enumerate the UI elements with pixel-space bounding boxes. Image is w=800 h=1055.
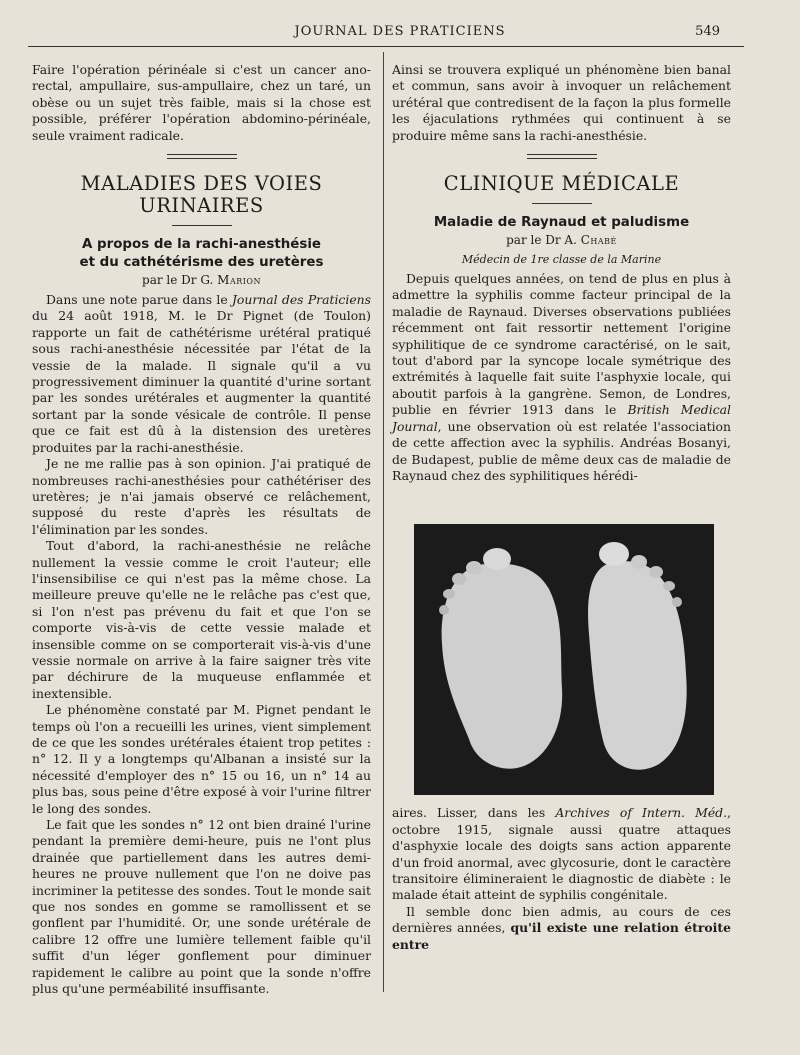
column-divider [383,52,384,992]
body-paragraph [32,292,371,456]
text-run: , octobre 1915, signale aussi quatre attaques d'asphyxie locale des doigts sans action apparente d'un froid anormal, avec glycosurie, dont le caractère transitoire élimineraient le diagnostic de diabète : le malade était atteint de syphilis congénitale. [392,805,731,903]
section-heading-clinical: CLINIQUE MÉDICALE [443,172,680,196]
author-name: Marion [217,273,261,288]
heading-rule [172,225,232,226]
article-title-line-1: A propos de la rachi-anesthésie [82,237,321,253]
journal-title: Journal des Praticiens [231,292,371,308]
text-run-bold: qu'il existe une relation étroite entre [392,920,731,952]
article-title-line-2: et du cathétérisme des uretères [79,255,324,271]
section-separator [527,154,597,159]
running-title: JOURNAL DES PRATICIENS [294,24,506,39]
article-title [32,236,371,272]
section-separator [167,154,237,159]
continuation-paragraph: Faire l'opération périnéale si c'est un cancer ano-rectal, ampullaire, sus-ampullaire, chez un taré, un obèse ou un sujet très faible, mais si la chose est possible, préférer l'opération abdomino-périnéale, seule vraiment radicale. [32,62,371,143]
right-column [392,62,731,953]
heading-rule [532,203,592,204]
body-paragraph [392,904,731,953]
journal-title: Archives of Intern. Méd. [555,805,728,821]
byline [32,272,371,289]
continuation-paragraph: Ainsi se trouvera expliqué un phénomène bien banal et commun, sans avoir à invoquer un relâchement urétéral que contredisent de la façon la plus formelle les éjaculations rythmées qui continuent à se produire même sans la rachi-anesthésie. [392,62,731,143]
text-run: aires. Lisser, dans les [392,805,556,821]
text-run: Depuis quelques années, on tend de plus en plus à admettre la syphilis comme facteur principal de la maladie de Raynaud. Diverses observations publiées récemment ont fait ressortir nettement l'origine syphilitique de ce syndrome caractérisé, on le sait, tout d'abord par la syncope locale symétrique des extrémités à laquelle fait suite l'asphyxie locale, qui aboutit parfois à la gangrène. Semon, de Londres, publie en février 1913 dans le [392,271,731,418]
left-column [32,62,371,998]
author-name: Chabé [580,233,617,248]
body-paragraph [392,271,731,484]
body-paragraph: Le phénomène constaté par M. Pignet pendant le temps où l'on a recueilli les urines, vient simplement de ce que les sondes urétérales étaient trop petites : n° 12. Il y a longtemps qu'Albanan a insisté sur la nécessité d'employer des n° 15 ou 16, un n° 14 au plus bas, sous peine d'être exposé à voir l'urine filtrer le long des sondes. [32,702,371,816]
text-run: , une observation où est relatée l'association de cette affection avec la syphilis. Andréas Bosanyi, de Budapest, publie de même deux cas de maladie de Raynaud chez des syphilitiques hérédi- [392,418,731,483]
byline-prefix: par le Dr A. [506,233,577,248]
author-affiliation: Médecin de 1re classe de la Marine [461,253,662,267]
text-run: Il semble donc bien admis, au cours de ces dernières années, [392,903,731,936]
header-rule [28,46,744,47]
byline-prefix: par le Dr G. [142,273,214,288]
page-number: 549 [695,24,720,39]
section-heading-urinary: MALADIES DES VOIES URINAIRES [80,172,323,218]
byline [392,232,731,249]
running-header [0,24,800,44]
feet-photograph [414,524,714,795]
text-run: du 24 août 1918, M. le Dr Pignet (de Toulon) rapporte un fait de cathétérisme urétéral pratiqué sous rachi-anesthésie nécessitée par l'état de la vessie de la malade. Il signale qu'il a vu progressivement diminuer la quantité d'urine sortant par les sondes urétérales et augmenter la quantité sortant par la sonde vésicale de contrôle. Il pense que ce fait est dû à la distension des uretères produites par la rachi-anesthésie. [32,308,371,455]
body-paragraph: Je ne me rallie pas à son opinion. J'ai pratiqué de nombreuses rachi-anesthésies pour cathétériser des uretères; je n'ai jamais observé ce relâchement, supposé du reste d'après les résultats de l'élimination par les sondes. [32,456,371,537]
text-run: Dans une note parue dans le [46,292,232,308]
feet-photo-image [414,524,714,795]
journal-title: British Medical Journal [392,402,731,434]
body-paragraph: Tout d'abord, la rachi-anesthésie ne relâche nullement la vessie comme le croit l'auteur; elle l'insensibilise ce qui n'est pas la même chose. La meilleure preuve qu'elle ne le relâche pas c'est que, si l'on n'est pas prévenu du fait et que l'on se comporte vis-à-vis de cette vessie malade et insensible comme on se comporterait vis-à-vis d'une vessie normale on arrive à la faire saigner très vite par déchirure de la muqueuse enflammée et inextensible. [32,538,371,701]
article-title: Maladie de Raynaud et paludisme [433,215,690,231]
body-paragraph [392,805,731,903]
body-paragraph: Le fait que les sondes n° 12 ont bien drainé l'urine pendant la première demi-heure, puis ne l'ont plus drainée que partiellement dans les autres demi-heures ne prouve nullement que l'on ne doive pas incriminer la petitesse des sondes. Tout le monde sait que nos sondes en gomme se ramollissent et se gonflent par l'humidité. Or, une sonde urétérale de calibre 12 offre une lumière tellement faible qu'il suffit d'un léger gonflement pour diminuer rapidement le calibre au point que la sonde n'offre plus qu'une perméabilité insuffisante. [32,817,371,997]
